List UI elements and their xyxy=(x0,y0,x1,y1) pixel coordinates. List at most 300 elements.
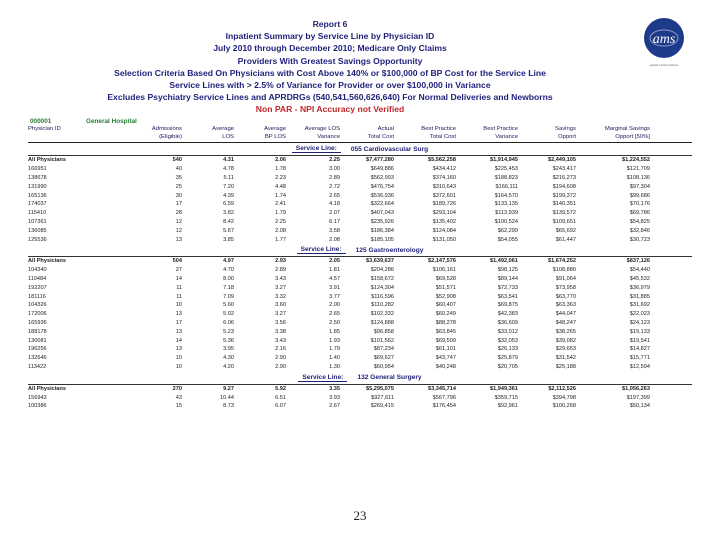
table-cell: $649,886 xyxy=(370,166,394,173)
table-cell: $322,664 xyxy=(370,201,394,208)
table-cell: 113422 xyxy=(28,363,47,370)
table-cell: $54,055 xyxy=(497,236,518,243)
table-cell: 1.79 xyxy=(329,346,340,353)
table-cell: $216,273 xyxy=(552,175,576,181)
table-cell: 6.17 xyxy=(329,218,340,225)
table-cell: $36,609 xyxy=(497,319,518,326)
table-cell: 172006 xyxy=(28,311,47,318)
table-cell: 165136 xyxy=(28,192,47,199)
table-row xyxy=(28,345,692,354)
table-cell: 138678 xyxy=(28,175,47,181)
all-physicians-row xyxy=(28,156,692,165)
table-cell: 196256 xyxy=(28,346,47,353)
table-cell: 13 xyxy=(175,328,182,335)
table-cell: 188178 xyxy=(28,328,47,335)
table-cell: 192207 xyxy=(28,284,47,291)
table-cell: $374,160 xyxy=(432,175,456,181)
table-cell: 2.90 xyxy=(275,363,286,370)
table-cell: $39,082 xyxy=(555,337,576,344)
table-cell: $60,954 xyxy=(373,363,394,370)
table-cell: 2.41 xyxy=(275,201,286,208)
service-line-title xyxy=(28,373,692,383)
table-cell: $5,295,075 xyxy=(366,385,394,392)
table-cell: 2.67 xyxy=(329,403,340,410)
service-line-section xyxy=(28,245,692,371)
table-cell: 2.08 xyxy=(329,236,340,243)
table-cell: 3.58 xyxy=(329,227,340,234)
table-cell: 5.60 xyxy=(223,302,234,309)
service-line-title xyxy=(28,144,692,154)
table-cell: 5.11 xyxy=(223,175,234,181)
table-row xyxy=(28,209,692,218)
table-cell: 3.91 xyxy=(329,284,340,291)
service-line-label: Service Line: xyxy=(298,374,347,382)
table-cell: 107361 xyxy=(28,218,47,225)
table-cell: $166,111 xyxy=(495,183,518,190)
table-cell: 10 xyxy=(175,302,182,309)
table-cell: 1.40 xyxy=(329,355,340,362)
table-cell: 17 xyxy=(175,201,182,208)
table-cell: $60,407 xyxy=(435,302,456,309)
table-cell: 2.72 xyxy=(329,183,340,190)
table-cell: $476,754 xyxy=(370,183,394,190)
table-row xyxy=(28,227,692,236)
table-cell: $2,147,576 xyxy=(428,258,456,265)
table-cell: 2.65 xyxy=(329,192,340,199)
table-cell: $63,541 xyxy=(497,293,518,300)
table-cell: 12 xyxy=(175,218,182,225)
table-cell: 1.30 xyxy=(329,363,340,370)
table-cell: $121,709 xyxy=(626,166,650,173)
table-cell: 166951 xyxy=(28,166,47,173)
table-cell: 1.74 xyxy=(275,192,286,199)
table-cell: $61,101 xyxy=(435,346,456,353)
table-cell: $562,993 xyxy=(370,175,394,181)
table-cell: $96,858 xyxy=(373,328,394,335)
table-cell: 181116 xyxy=(28,293,46,300)
table-cell: 30 xyxy=(175,192,182,199)
table-cell: 4.78 xyxy=(223,166,234,173)
table-cell: $100,524 xyxy=(494,218,518,225)
table-cell: 11 xyxy=(176,293,182,300)
report-criteria-2: Service Lines with > 2.5% of Variance for Provider or over $100,000 in Variance xyxy=(169,80,491,91)
report-table xyxy=(28,125,692,411)
table-cell: $108,880 xyxy=(552,267,576,274)
table-cell: 12 xyxy=(175,227,182,234)
ams-logo xyxy=(642,16,686,72)
table-cell: 27 xyxy=(175,267,182,274)
table-cell: 2.50 xyxy=(329,319,340,326)
table-cell: 4.97 xyxy=(223,258,234,265)
table-cell: $927,611 xyxy=(371,394,394,401)
table-cell: 132646 xyxy=(28,355,47,362)
table-cell: $189,726 xyxy=(432,201,456,208)
table-cell: $188,823 xyxy=(494,175,518,181)
table-cell: 13 xyxy=(175,311,182,318)
table-row xyxy=(28,293,692,302)
table-cell: 5.67 xyxy=(223,227,234,234)
table-cell: $269,415 xyxy=(370,403,394,410)
table-row xyxy=(28,328,692,337)
table-cell: 2.90 xyxy=(275,355,286,362)
table-cell: 3.35 xyxy=(329,385,340,392)
table-cell: 131990 xyxy=(28,183,47,190)
table-cell: $32,846 xyxy=(629,227,650,234)
table-cell: $30,723 xyxy=(629,236,650,243)
table-cell: $197,399 xyxy=(626,394,650,401)
table-cell: 2.06 xyxy=(275,157,286,164)
table-cell: 11 xyxy=(176,284,182,291)
table-cell: 165936 xyxy=(28,319,47,326)
table-cell: $1,674,252 xyxy=(548,258,576,265)
table-cell: $70,176 xyxy=(629,201,650,208)
col-bp-total-cost: Best Practice Total Cost xyxy=(421,126,456,141)
table-cell: 2.25 xyxy=(329,157,340,164)
table-cell: 10.44 xyxy=(220,394,234,401)
table-cell: $359,715 xyxy=(494,394,518,401)
table-cell: $69,875 xyxy=(497,302,518,309)
table-cell: $25,188 xyxy=(555,363,576,370)
table-cell: 5.02 xyxy=(223,311,234,318)
table-cell: 35 xyxy=(175,175,182,181)
table-cell: $38,265 xyxy=(555,328,576,335)
table-cell: 13 xyxy=(175,236,182,243)
report-criteria-3: Excludes Psychiatry Service Lines and APRDRGs (540,541,560,626,640) For Normal Deliveries and Newborns xyxy=(107,92,553,103)
table-row xyxy=(28,200,692,209)
col-bp-variance: Best Practice Variance xyxy=(483,126,518,141)
report-warning: Non PAR - NPI Accuracy not Verified xyxy=(255,104,405,115)
table-cell: 10 xyxy=(175,363,182,370)
table-cell: 40 xyxy=(175,166,182,173)
col-los-variance: Average LOS Variance xyxy=(304,126,340,141)
table-cell: $60,249 xyxy=(435,311,456,318)
table-cell: $69,509 xyxy=(435,337,456,344)
table-cell: 1.78 xyxy=(275,166,286,173)
table-cell: 15 xyxy=(175,403,182,410)
table-cell: 2.08 xyxy=(275,227,286,234)
table-row xyxy=(28,236,692,245)
service-line-name: 055 Cardiovascular Surg xyxy=(350,145,429,153)
table-cell: $1,914,945 xyxy=(490,157,518,164)
table-cell: $124,084 xyxy=(432,227,456,234)
section-rows xyxy=(28,155,692,244)
table-cell: 3.32 xyxy=(275,293,286,300)
table-cell: 14 xyxy=(175,275,182,282)
table-cell: $19,541 xyxy=(629,337,650,344)
table-cell: $235,926 xyxy=(370,218,394,225)
table-cell: $293,104 xyxy=(432,210,456,217)
table-cell: 3.77 xyxy=(329,293,340,300)
table-cell: All Physicians xyxy=(28,258,66,265)
table-cell: 8.42 xyxy=(223,218,234,225)
table-cell: $194,608 xyxy=(552,183,576,190)
table-row xyxy=(28,284,692,293)
table-cell: $106,161 xyxy=(432,267,456,274)
table-cell: $135,402 xyxy=(432,218,456,225)
table-cell: $116,596 xyxy=(371,293,394,300)
table-row xyxy=(28,310,692,319)
table-cell: $567,796 xyxy=(432,394,456,401)
table-cell: 17 xyxy=(175,319,182,326)
table-cell: 2.00 xyxy=(329,302,340,309)
table-cell: 4.20 xyxy=(223,363,234,370)
table-row xyxy=(28,363,692,372)
table-cell: $54,440 xyxy=(629,267,650,274)
table-cell: 5.36 xyxy=(223,337,234,344)
page-number: 23 xyxy=(353,508,367,523)
col-marginal-savings: Marginal Savings Opport [50%] xyxy=(604,126,650,141)
table-cell: $124,304 xyxy=(370,284,394,291)
table-cell: $31,692 xyxy=(629,302,650,309)
table-cell: $2,112,526 xyxy=(548,385,576,392)
table-cell: 1.85 xyxy=(329,328,340,335)
table-cell: $88,278 xyxy=(435,319,456,326)
table-cell: $42,383 xyxy=(497,311,518,318)
table-cell: $89,144 xyxy=(497,275,518,282)
table-cell: 2.25 xyxy=(275,218,286,225)
table-cell: 10 xyxy=(175,355,182,362)
table-cell: 2.23 xyxy=(275,175,286,181)
table-row xyxy=(28,394,692,403)
table-cell: $43,747 xyxy=(435,355,456,362)
table-cell: $20,705 xyxy=(497,363,518,370)
table-cell: 4.18 xyxy=(329,201,340,208)
table-cell: 1.77 xyxy=(275,236,286,243)
table-cell: $22,023 xyxy=(629,311,650,318)
table-cell: $837,126 xyxy=(626,258,650,265)
table-cell: 5.92 xyxy=(275,385,286,392)
table-cell: $225,453 xyxy=(494,166,518,173)
table-cell: $31,542 xyxy=(555,355,576,362)
table-cell: $32,053 xyxy=(497,337,518,344)
table-cell: $140,351 xyxy=(552,201,576,208)
table-cell: 7.18 xyxy=(223,284,234,291)
table-cell: $99,686 xyxy=(629,192,650,199)
table-cell: $139,572 xyxy=(552,210,576,217)
table-cell: 156943 xyxy=(28,394,47,401)
table-cell: $69,528 xyxy=(435,275,456,282)
table-cell: 2.16 xyxy=(275,346,286,353)
table-cell: 4.30 xyxy=(223,355,234,362)
table-cell: 110484 xyxy=(28,275,47,282)
table-cell: 2.05 xyxy=(329,258,340,265)
table-cell: $186,384 xyxy=(370,227,394,234)
table-cell: $24,123 xyxy=(629,319,650,326)
service-line-title xyxy=(28,245,692,255)
table-cell: 6.07 xyxy=(275,403,286,410)
table-cell: $131,050 xyxy=(432,236,456,243)
table-cell: $1,224,552 xyxy=(622,157,650,164)
section-rows xyxy=(28,384,692,411)
table-cell: 540 xyxy=(172,157,182,164)
table-cell: $36,979 xyxy=(629,284,650,291)
table-cell: 6.06 xyxy=(223,319,234,326)
table-cell: $87,234 xyxy=(373,346,394,353)
table-cell: $185,105 xyxy=(370,236,394,243)
table-cell: All Physicians xyxy=(28,385,66,392)
table-cell: 1.93 xyxy=(329,337,340,344)
table-cell: 4.31 xyxy=(223,157,234,164)
report-focus: Providers With Greatest Savings Opportunity xyxy=(237,55,423,66)
all-physicians-row xyxy=(28,385,692,394)
table-cell: 270 xyxy=(172,385,182,392)
report-criteria-1: Selection Criteria Based On Physicians with Cost Above 140% or $100,000 of BP Cost for the Service Line xyxy=(114,67,546,78)
table-cell: 174037 xyxy=(28,201,47,208)
table-cell: 3.93 xyxy=(329,394,340,401)
table-cell: 13 xyxy=(175,346,182,353)
hospital-code: 000001 xyxy=(30,118,52,125)
table-header-row xyxy=(28,125,692,143)
table-cell: $372,601 xyxy=(432,192,456,199)
table-cell: $50,134 xyxy=(629,403,650,410)
col-savings-opport: Savings Opport xyxy=(555,126,576,141)
table-cell: 14 xyxy=(175,337,182,344)
table-cell: $73,958 xyxy=(555,284,576,291)
table-cell: $98,125 xyxy=(497,267,518,274)
table-cell: 100386 xyxy=(28,403,47,410)
table-cell: 2.65 xyxy=(329,311,340,318)
logo-tagline: applied medical software xyxy=(649,64,679,67)
table-cell: $69,627 xyxy=(373,355,394,362)
table-cell: 3.43 xyxy=(275,337,286,344)
table-cell: $536,936 xyxy=(370,192,394,199)
report-header xyxy=(60,18,600,116)
service-line-name: 132 General Surgery xyxy=(357,374,422,382)
table-cell: 25 xyxy=(175,183,182,190)
service-line-label: Service Line: xyxy=(292,145,341,153)
table-cell: 6.51 xyxy=(275,394,286,401)
table-cell: $15,771 xyxy=(629,355,650,362)
table-cell: $199,372 xyxy=(552,192,576,199)
col-average-los: Average LOS xyxy=(212,126,234,141)
table-cell: $176,454 xyxy=(432,403,456,410)
service-line-label: Service Line: xyxy=(297,246,346,254)
service-line-name: 125 Gastroenterology xyxy=(355,246,424,254)
table-cell: $69,786 xyxy=(629,210,650,217)
table-cell: 6.59 xyxy=(223,201,234,208)
table-cell: $92,961 xyxy=(497,403,518,410)
table-cell: 2.89 xyxy=(275,267,286,274)
col-admissions: Admissions (Eligible) xyxy=(151,126,182,141)
table-cell: $108,136 xyxy=(626,175,650,181)
service-line-section xyxy=(28,373,692,411)
table-cell: 7.09 xyxy=(223,293,234,300)
table-cell: 130081 xyxy=(28,337,47,344)
table-cell: 1.79 xyxy=(275,210,286,217)
table-cell: $1,492,061 xyxy=(490,258,518,265)
table-row xyxy=(28,165,692,174)
table-row xyxy=(28,319,692,328)
table-cell: 28 xyxy=(175,210,182,217)
table-cell: 2.07 xyxy=(329,210,340,217)
table-cell: $407,043 xyxy=(370,210,394,217)
table-row xyxy=(28,301,692,310)
table-cell: $3,639,637 xyxy=(366,258,394,265)
table-cell: $63,770 xyxy=(555,293,576,300)
table-cell: 504 xyxy=(172,258,182,265)
table-cell: 2.93 xyxy=(275,258,286,265)
table-cell: 3.56 xyxy=(275,319,286,326)
table-cell: $29,653 xyxy=(555,346,576,353)
table-row xyxy=(28,183,692,192)
table-cell: $164,570 xyxy=(494,192,518,199)
col-physician-id: Physician ID xyxy=(28,126,61,132)
table-cell: 4.48 xyxy=(275,183,286,190)
table-cell: 4.39 xyxy=(223,192,234,199)
table-cell: $1,949,361 xyxy=(490,385,518,392)
table-cell: $33,012 xyxy=(497,328,518,335)
table-cell: 3.85 xyxy=(223,236,234,243)
table-cell: $45,532 xyxy=(629,275,650,282)
table-cell: 4.57 xyxy=(329,275,340,282)
report-subtitle: Inpatient Summary by Service Line by Physician ID xyxy=(225,31,435,42)
table-cell: 8.73 xyxy=(223,403,234,410)
table-cell: $51,571 xyxy=(435,284,456,291)
table-cell: 2.89 xyxy=(329,175,340,181)
table-cell: 3.95 xyxy=(223,346,234,353)
table-cell: $63,363 xyxy=(555,302,576,309)
service-line-section xyxy=(28,144,692,244)
table-cell: $65,692 xyxy=(555,227,576,234)
table-cell: 3.27 xyxy=(275,284,286,291)
table-cell: 7.20 xyxy=(223,183,234,190)
table-row xyxy=(28,266,692,275)
hospital-name: General Hospital xyxy=(86,118,137,125)
table-cell: $61,447 xyxy=(555,236,576,243)
table-cell: $310,643 xyxy=(432,183,456,190)
table-cell: $434,412 xyxy=(432,166,456,173)
table-cell: $14,827 xyxy=(629,346,650,353)
table-cell: $63,845 xyxy=(435,328,456,335)
table-cell: $102,332 xyxy=(370,311,394,318)
table-row xyxy=(28,354,692,363)
table-cell: $204,286 xyxy=(370,267,394,274)
table-cell: $109,651 xyxy=(552,218,576,225)
table-cell: $5,562,258 xyxy=(428,157,456,164)
table-cell: $7,477,280 xyxy=(366,157,394,164)
hospital-heading xyxy=(30,118,137,125)
table-cell: $3,345,714 xyxy=(428,385,456,392)
table-cell: 125536 xyxy=(28,236,47,243)
table-cell: $91,064 xyxy=(555,275,576,282)
table-cell: $72,733 xyxy=(497,284,518,291)
table-cell: 3.60 xyxy=(275,302,286,309)
table-row xyxy=(28,218,692,227)
table-cell: 9.27 xyxy=(223,385,234,392)
table-cell: 3.38 xyxy=(275,328,286,335)
logo-text: ams xyxy=(652,32,676,47)
table-cell: $12,594 xyxy=(629,363,650,370)
table-row xyxy=(28,192,692,201)
table-cell: $243,417 xyxy=(552,166,576,173)
table-cell: $48,247 xyxy=(555,319,576,326)
table-cell: $97,304 xyxy=(629,183,650,190)
table-cell: All Physicians xyxy=(28,157,66,164)
table-cell: 136085 xyxy=(28,227,47,234)
table-row xyxy=(28,402,692,411)
table-cell: $394,798 xyxy=(552,394,576,401)
table-cell: 104326 xyxy=(28,302,47,309)
table-cell: $26,133 xyxy=(497,346,518,353)
table-cell: $158,672 xyxy=(370,275,394,282)
table-cell: 43 xyxy=(175,394,182,401)
table-cell: $100,268 xyxy=(552,403,576,410)
table-cell: 104340 xyxy=(28,267,47,274)
table-cell: $133,135 xyxy=(494,201,518,208)
table-cell: 3.82 xyxy=(223,210,234,217)
table-cell: $44,047 xyxy=(555,311,576,318)
table-cell: 8.00 xyxy=(223,275,234,282)
